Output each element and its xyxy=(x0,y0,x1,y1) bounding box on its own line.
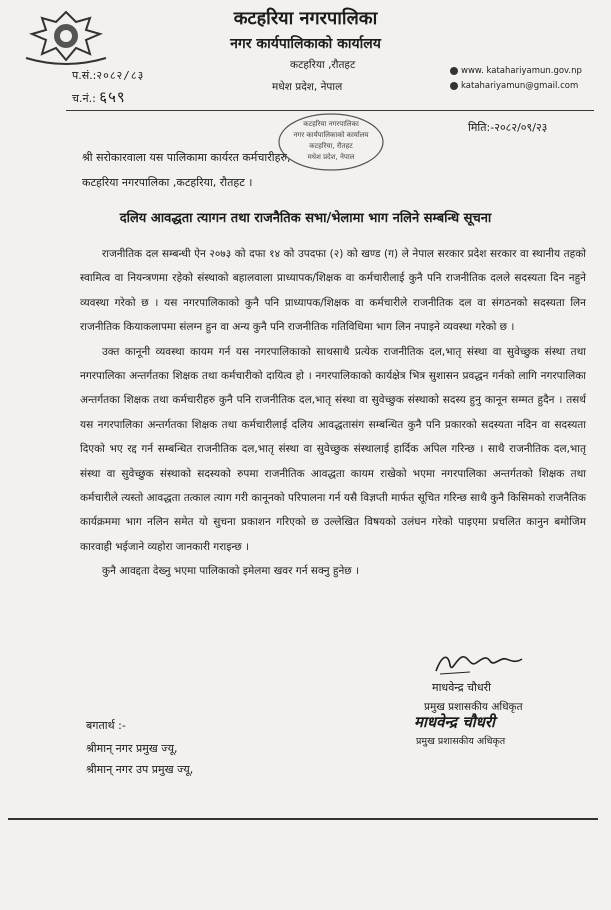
website-contact xyxy=(450,66,582,76)
office-name: नगर कार्यपालिकाको कार्यालय xyxy=(230,36,381,52)
office-location: कटहरिया ,रौतहट xyxy=(290,59,356,71)
notice-body xyxy=(80,242,586,584)
seal-line-2: नगर कार्यपालिकाको कार्यालय xyxy=(293,131,369,139)
reference-number xyxy=(72,87,126,107)
signatory-stamp-name: माधवेन्द्र चौधरी xyxy=(414,713,495,731)
email-text: katahariyamun@gmail.com xyxy=(461,81,579,91)
seal-line-1: कटहरिया नगरपालिका xyxy=(303,120,359,128)
office-seal-stamp xyxy=(276,110,386,174)
fiscal-label: प.सं.: xyxy=(72,69,97,82)
office-province: मधेश प्रदेश, नेपाल xyxy=(272,81,343,93)
municipality-name: कटहरिया नगरपालिका xyxy=(233,8,378,29)
seal-line-3: कटहरिया, रौतहट xyxy=(309,142,353,150)
fiscal-year xyxy=(72,68,144,83)
cc-recipient-2: श्रीमान् नगर उप प्रमुख ज्यू, xyxy=(86,763,194,776)
email-contact xyxy=(450,81,578,91)
mail-icon xyxy=(450,82,458,90)
letter-date: मिति:-२०८२/०९/२३ xyxy=(468,121,548,134)
signatory-title: प्रमुख प्रशासकीय अधिकृत xyxy=(424,701,523,713)
ref-label: च.नं.: xyxy=(72,92,96,105)
ref-value: ६५९ xyxy=(99,88,126,106)
signatory-name: माधवेन्द्र चौधरी xyxy=(432,681,491,694)
handwritten-signature xyxy=(430,645,558,677)
body-paragraph-2: उक्त कानूनी व्यवस्था कायम गर्न यस नगरपालिकाको साथसाथै प्रत्येक राजनीतिक दल,भातृ संस्था वा सुवेच्छुक संस्था तथा नगरपालिका अन्तर्गतका शिक्षक तथा कर्मचारीको दायित्व हो । नगरपालिकाको कार्यक्षेत्र भित्र सुशासन प्रवद्धन गर्नको लागि नगरपालिका अन्तर्गतका शिक्षक तथा कर्मचारीहरु कुनै पनि राजनीतिक दल,भातृ संस्था वा सुवेच्छुक संस्थाको सदस्य हुनु कानून सम्मत हुदैन । तसर्थ यस नगरपालिका अन्तर्गतका शिक्षक तथा कर्मचारीलाई दलिय आवद्धतासंग सम्बन्धित कुनै पनि प्रकारको सदस्यता नदिन वा सदस्यता दिएको भए रद्द गर्न सम्बन्धित राजनीतिक दल,भातृ संस्था वा सुवेच्छुक संस्थालाई हार्दिक अपिल गरिन्छ । साथै राजनीतिक दल,भातृ संस्था वा सुवेच्छुक संस्थाको सदस्यको रुपमा राजनीतिक आवद्धता कायम राखेको भएमा नगरपालिका अन्तर्गतको शिक्षक तथा कर्मचारीले त्यस्तो आवद्धता तत्काल त्याग गरी कानूनको परिपालना गर्न यसै विज्ञप्ती मार्फत सूचित गरिन्छ साथै कुनै किसिमको राजनैतिक कार्यक्रममा भाग नलिन समेत यो सुचना प्रकाशन गरिएको छ उल्लेखित विषयको उलंघन गरेको पाइएमा प्रचलित कानुन बमोजिम कारवाही भईजाने व्यहोरा जानकारी गराइन्छ । xyxy=(80,345,586,553)
website-text: www. katahariyamun.gov.np xyxy=(461,66,582,76)
seal-line-4: मधेश प्रदेश, नेपाल xyxy=(307,153,355,161)
body-paragraph-1: राजनीतिक दल सम्बन्धी ऐन २०७३ को दफा १४ को उपदफा (२) को खण्ड (ग) ले नेपाल सरकार प्रदेश सरकार वा स्थानीय तहको स्वामित्व वा नियन्त्रणमा रहेको संस्थाको बहालवाला प्राध्यापक/शिक्षक वा कर्मचारीलाई कुनै पनि राजनीतिक दलले सदस्यता दिन नहुने व्यवस्था गरेको छ । यस नगरपालिकाको कुनै पनि प्राध्यापक/शिक्षक वा कर्मचारीले राजनीतिक दल वा संगठनको सदस्यता लिन राजनीतिक कियाकलापमा संलग्न हुन वा अन्य कुनै पनि राजनीतिक गतिविधिमा भाग लिन नपाइने व्यवस्था गरेको छ । xyxy=(80,248,586,334)
body-paragraph-3: कुनै आवद्दता देख्नु भएमा पालिकाको इमेलमा खवर गर्न सक्नु हुनेछ । xyxy=(102,565,359,578)
addressee-line-1: श्री सरोकारवाला यस पालिकामा कार्यरत कर्मचारीहरु, xyxy=(82,151,291,164)
signatory-stamp-title: प्रमुख प्रशासकीय अधिकृत xyxy=(416,736,506,747)
globe-icon xyxy=(450,67,458,75)
cc-recipient-1: श्रीमान् नगर प्रमुख ज्यू, xyxy=(86,742,178,755)
notice-subject: दलिय आवद्धता त्यागन तथा राजनैतिक सभा/भेलामा भाग नलिने सम्बन्धि सूचना xyxy=(119,211,492,226)
fiscal-value: २०८२/८३ xyxy=(96,69,145,82)
addressee-line-2: कटहरिया नगरपालिका ,कटहरिया, रौतहट । xyxy=(82,176,253,189)
cc-heading: बगतार्थ :- xyxy=(86,719,126,732)
footer-divider xyxy=(8,818,598,820)
